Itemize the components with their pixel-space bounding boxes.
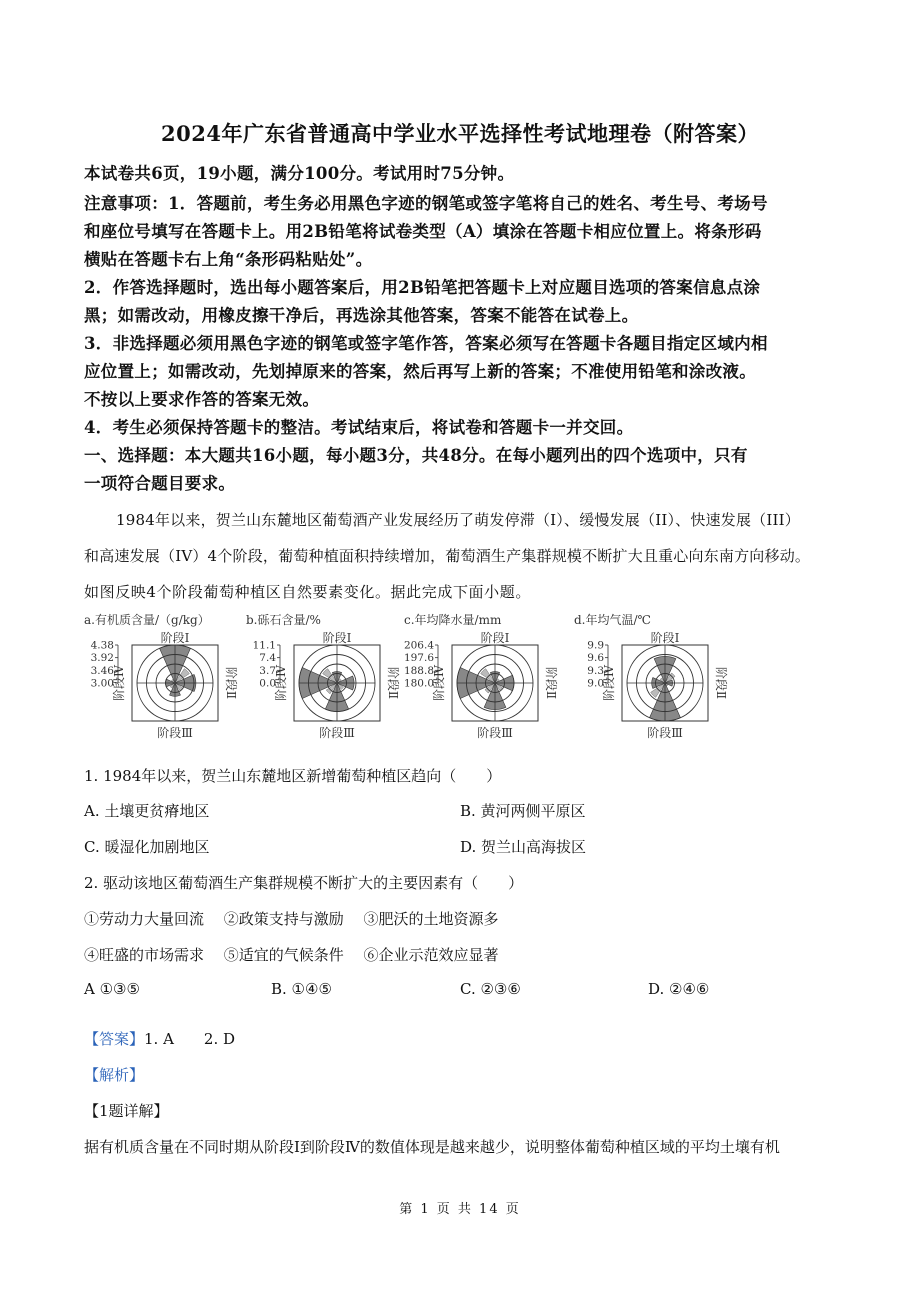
notes-line-7: 应位置上；如需改动，先划掉原来的答案，然后再写上新的答案；不准使用铅笔和涂改液。 bbox=[84, 362, 756, 381]
q1-option-a: A. 土壤更贫瘠地区 bbox=[84, 802, 210, 820]
scale-tick-label: 9.9 bbox=[587, 639, 604, 652]
section-heading-cont: 一项符合题目要求。 bbox=[84, 474, 236, 493]
scale-tick-label: 3.46 bbox=[90, 664, 114, 677]
scale-tick-label: 3.00 bbox=[90, 677, 114, 690]
scale-tick-label: 0.0 bbox=[259, 677, 276, 690]
rose-chart-3 bbox=[404, 612, 558, 740]
detail-label: 【1题详解】 bbox=[84, 1102, 169, 1120]
scale-tick-label: 206.4 bbox=[403, 639, 434, 652]
rose-charts-svg bbox=[80, 610, 740, 755]
scale-tick-label: 9.0 bbox=[587, 677, 604, 690]
passage-line-1: 1984年以来，贺兰山东麓地区葡萄酒产业发展经历了萌发停滞（I）、缓慢发展（II）、快速发展（III） bbox=[116, 511, 800, 529]
passage-line-3: 如图反映4个阶段葡萄种植区自然要素变化。据此完成下面小题。 bbox=[84, 583, 531, 601]
q1-option-d: D. 贺兰山高海拔区 bbox=[460, 838, 587, 856]
chart-title: d.年均气温/℃ bbox=[574, 613, 651, 627]
stage-label-top: 阶段Ⅰ bbox=[650, 631, 680, 645]
q2-factors-2: ④旺盛的市场需求 ⑤适宜的气候条件 ⑥企业示范效应显著 bbox=[84, 946, 499, 964]
rose-chart-1 bbox=[84, 612, 238, 740]
stage-label-top: 阶段Ⅰ bbox=[480, 631, 510, 645]
detail-text: 据有机质含量在不同时期从阶段Ⅰ到阶段Ⅳ的数值体现是越来越少，说明整体葡萄种植区域的平均土壤有机 bbox=[84, 1138, 780, 1156]
rose-chart-4 bbox=[574, 612, 728, 740]
stage-label-right: 阶段Ⅱ bbox=[544, 666, 558, 700]
notes-line-9: 4．考生必须保持答题卡的整洁。考试结束后，将试卷和答题卡一并交回。 bbox=[84, 418, 634, 437]
answer-text: 1. A 2. D bbox=[144, 1030, 236, 1048]
stage-label-bottom: 阶段Ⅲ bbox=[319, 726, 355, 740]
notes-line-1: 注意事项：1．答题前，考生务必用黑色字迹的钢笔或签字笔将自己的姓名、考生号、考场号 bbox=[84, 194, 768, 213]
stage-label-bottom: 阶段Ⅲ bbox=[157, 726, 193, 740]
scale-tick-label: 9.3 bbox=[587, 664, 604, 677]
notes-line-6: 3．非选择题必须用黑色字迹的钢笔或签字笔作答，答案必须写在答题卡各题目指定区域内相 bbox=[84, 334, 768, 353]
q2-stem: 2. 驱动该地区葡萄酒生产集群规模不断扩大的主要因素有（ ） bbox=[84, 874, 524, 892]
scale-tick-label: 188.8 bbox=[403, 664, 434, 677]
scale-tick-label: 9.6 bbox=[587, 652, 604, 665]
scale-tick-label: 180.0 bbox=[403, 677, 434, 690]
scale-tick-label: 197.6 bbox=[403, 652, 434, 665]
scale-tick-label: 7.4 bbox=[259, 652, 276, 665]
stage-label-left: 阶段Ⅳ bbox=[432, 665, 446, 701]
rose-chart-2 bbox=[246, 613, 400, 740]
passage-line-2: 和高速发展（IV）4个阶段，葡萄种植面积持续增加，葡萄酒生产集群规模不断扩大且重心向东南方向移动。 bbox=[84, 547, 811, 565]
stage-label-right: 阶段Ⅱ bbox=[386, 666, 400, 700]
section-heading: 一、选择题：本大题共16小题，每小题3分，共48分。在每小题列出的四个选项中，只有 bbox=[84, 446, 748, 465]
stage-label-left: 阶段Ⅳ bbox=[274, 665, 288, 701]
stage-label-top: 阶段Ⅰ bbox=[322, 631, 352, 645]
answer-label: 【答案】 bbox=[84, 1030, 145, 1048]
stage-label-bottom: 阶段Ⅲ bbox=[477, 726, 513, 740]
q1-option-c: C. 暖湿化加剧地区 bbox=[84, 838, 210, 856]
chart-title: c.年均降水量/mm bbox=[404, 613, 502, 627]
chart-title: a.有机质含量/（g/kg） bbox=[84, 613, 210, 627]
page-footer: 第 1 页 共 14 页 bbox=[399, 1202, 521, 1217]
chart-title: b.砾石含量/% bbox=[246, 613, 321, 627]
rose-charts bbox=[80, 610, 740, 755]
stage-label-right: 阶段Ⅱ bbox=[714, 666, 728, 700]
stage-label-top: 阶段Ⅰ bbox=[160, 631, 190, 645]
q2-option-b: B. ①④⑤ bbox=[271, 980, 332, 998]
analysis-label: 【解析】 bbox=[84, 1066, 145, 1084]
q1-stem: 1. 1984年以来，贺兰山东麓地区新增葡萄种植区趋向（ ） bbox=[84, 767, 502, 785]
q2-option-d: D. ②④⑥ bbox=[648, 980, 710, 998]
stage-label-left: 阶段Ⅳ bbox=[602, 665, 616, 701]
q2-factors-1: ①劳动力大量回流 ②政策支持与激励 ③肥沃的土地资源多 bbox=[84, 910, 499, 928]
scale-tick-label: 3.7 bbox=[259, 664, 276, 677]
q2-option-a: A ①③⑤ bbox=[84, 980, 140, 998]
notes-line-4: 2．作答选择题时，选出每小题答案后，用2B铅笔把答题卡上对应题目选项的答案信息点涂 bbox=[84, 278, 761, 297]
notes-line-5: 黑；如需改动，用橡皮擦干净后，再选涂其他答案，答案不能答在试卷上。 bbox=[84, 306, 639, 325]
q2-option-c: C. ②③⑥ bbox=[460, 980, 521, 998]
notes-line-8: 不按以上要求作答的答案无效。 bbox=[84, 390, 320, 409]
scale-tick-label: 11.1 bbox=[252, 639, 276, 652]
page-title: 2024年广东省普通高中学业水平选择性考试地理卷（附答案） bbox=[161, 121, 759, 146]
answer-line bbox=[84, 1028, 235, 1049]
notes-line-2: 和座位号填写在答题卡上。用2B铅笔将试卷类型（A）填涂在答题卡相应位置上。将条形码 bbox=[84, 222, 762, 241]
q1-option-b: B. 黄河两侧平原区 bbox=[460, 802, 586, 820]
stage-label-bottom: 阶段Ⅲ bbox=[647, 726, 683, 740]
scale-tick-label: 3.92 bbox=[90, 652, 114, 665]
notes-line-3: 横贴在答题卡右上角“条形码粘贴处”。 bbox=[84, 250, 373, 269]
exam-intro: 本试卷共6页，19小题，满分100分。考试用时75分钟。 bbox=[84, 164, 515, 183]
stage-label-right: 阶段Ⅱ bbox=[224, 666, 238, 700]
stage-label-left: 阶段Ⅳ bbox=[112, 665, 126, 701]
scale-tick-label: 4.38 bbox=[90, 639, 114, 652]
